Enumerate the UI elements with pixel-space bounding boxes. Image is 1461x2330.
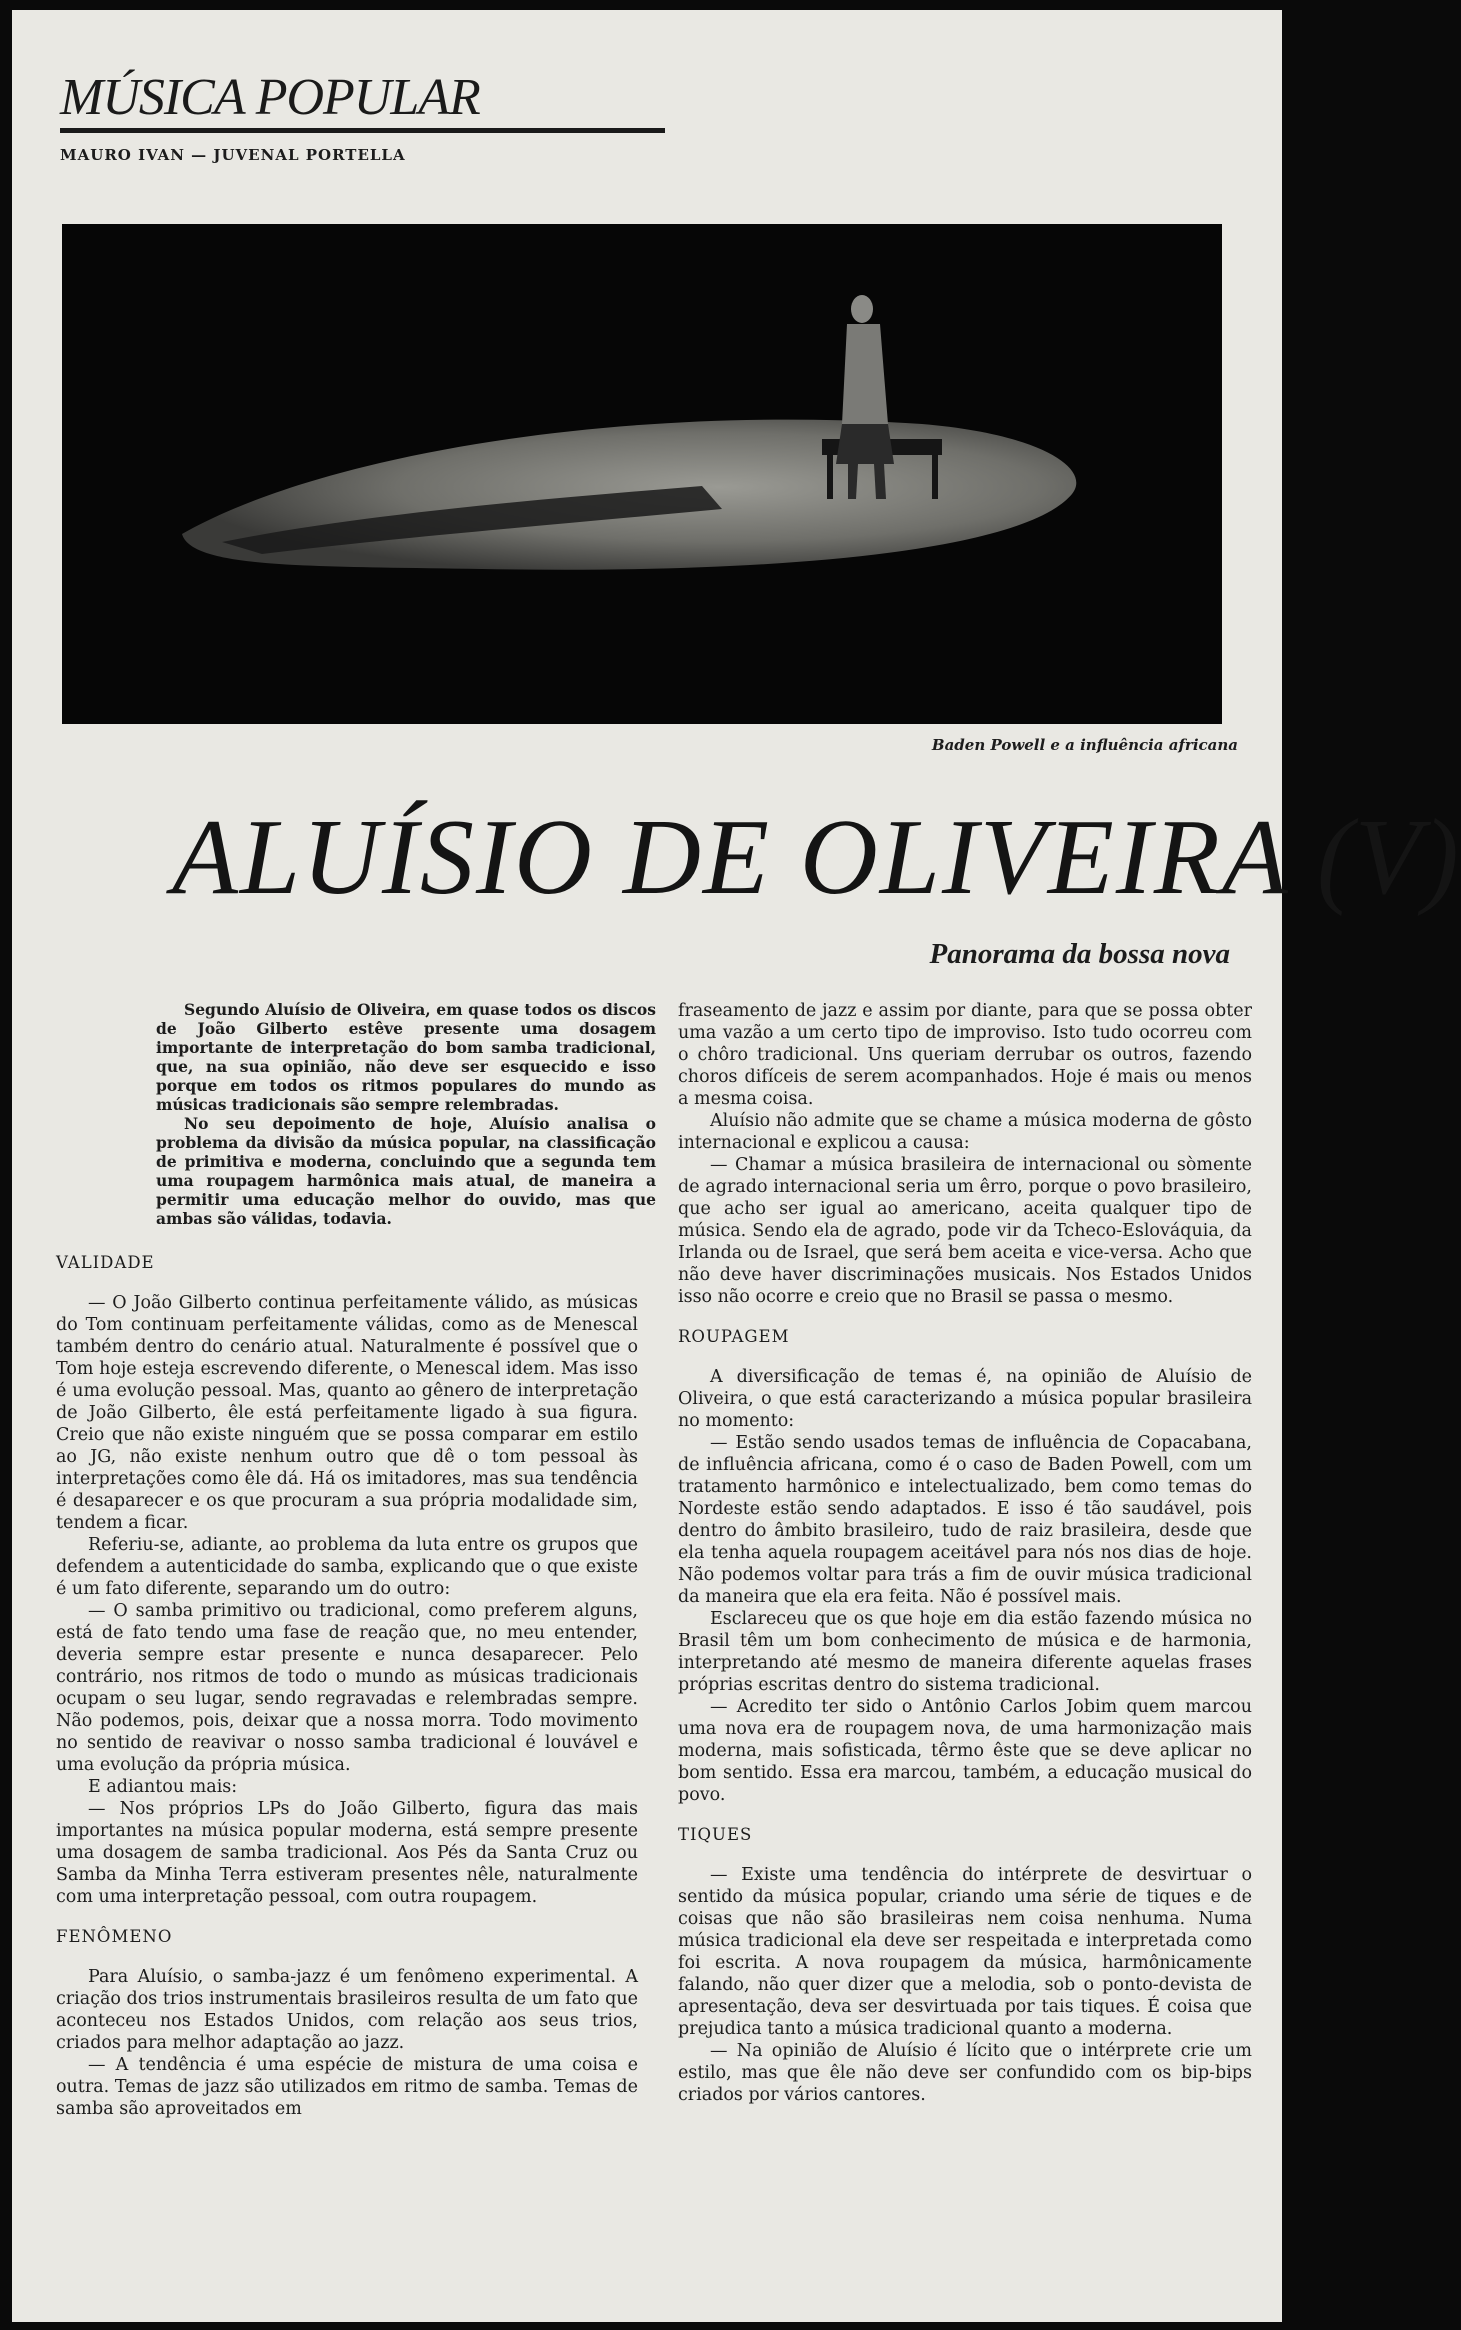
body-paragraph: — Estão sendo usados temas de influência de Copacabana, de influência africana, como é o caso de Baden Powell, com um tratamento harmônico e intelectualizado, bem como temas do Nordeste estão sendo adaptados. E isso é tão saudável, pois dentro do âmbito brasileiro, tudo de raiz brasileira, desde que ela tenha aquela roupagem aceitável para nós nos dias de hoje. Não podemos voltar para trás a fim de ouvir música tradicional da maneira que ela era feita. Não é possível mais. (678, 1433, 1252, 1607)
lead-paragraph: No seu depoimento de hoje, Aluísio analisa o problema da divisão da música popular, na classificação de primitiva e moderna, concluindo que a segunda tem uma roupagem harmônica mais atual, de maneira a permitir uma educação melhor do ouvido, mas que ambas são válidas, todavia. (156, 1114, 656, 1228)
body-paragraph: fraseamento de jazz e assim por diante, para que se possa obter uma vazão a um certo tipo de improviso. Isto tudo ocorreu com o chôro tradicional. Uns queriam derrubar os outros, fazendo choros difíceis de serem acompanhados. Hoje é mais ou menos a mesma coisa. (678, 1001, 1252, 1109)
article-subhead: Panorama da bossa nova (929, 938, 1230, 970)
left-column (56, 1000, 656, 2120)
section-heading-validade: VALIDADE (56, 1253, 155, 1272)
section-heading-tiques: TIQUES (678, 1825, 753, 1844)
body-paragraph: — A tendência é uma espécie de mistura de uma coisa e outra. Temas de jazz são utilizados em ritmo de samba. Temas de samba são aproveitados em (56, 2055, 638, 2119)
stage-spotlight-image (62, 224, 1222, 724)
right-column (678, 1000, 1252, 2106)
body-paragraph: Esclareceu que os que hoje em dia estão fazendo música no Brasil têm um bom conhecimento de música e de harmonia, interpretando até mesmo de maneira diferente aquelas frases próprias escritas dentro do sistema tradicional. (678, 1609, 1252, 1695)
body-paragraph: — Nos próprios LPs do João Gilberto, figura das mais importantes na música popular moderna, está sempre presente uma dosagem de samba tradicional. Aos Pés da Santa Cruz ou Samba da Minha Terra estiveram presentes nêle, naturalmente com uma interpretação pessoal, com outra roupagem. (56, 1799, 638, 1907)
body-paragraph: — Existe uma tendência do intérprete de desvirtuar o sentido da música popular, criando uma série de tiques e de coisas que não são brasileiras nem coisa nenhuma. Numa música tradicional ela deve ser respeitada e interpretada como foi escrita. A nova roupagem da música, harmônicamente falando, não quer dizer que a melodia, sob o ponto-devista de apresentação, deva ser desvirtuada por tais tiques. É coisa que prejudica tanto a música tradicional quanto a moderna. (678, 1865, 1252, 2039)
body-paragraph: Para Aluísio, o samba-jazz é um fenômeno experimental. A criação dos trios instrumentais brasileiros resulta de um fato que aconteceu nos Estados Unidos, com relação aos seus trios, criados para melhor adaptação ao jazz. (56, 1967, 638, 2053)
body-paragraph: E adiantou mais: (88, 1777, 238, 1797)
section-heading-fenomeno: FENÔMENO (56, 1927, 173, 1946)
section-title: MÚSICA POPULAR (60, 69, 480, 126)
body-paragraph: A diversificação de temas é, na opinião de Aluísio de Oliveira, o que está caracterizando a música popular brasileira no momento: (678, 1367, 1252, 1431)
article-photo (62, 224, 1222, 724)
body-paragraph: — Na opinião de Aluísio é lícito que o intérprete crie um estilo, mas que êle não deve ser confundido com os bip-bips criados por vários cantores. (678, 2041, 1252, 2105)
section-heading-roupagem: ROUPAGEM (678, 1327, 790, 1346)
authors-byline: MAURO IVAN — JUVENAL PORTELLA (60, 146, 406, 164)
body-paragraph: Aluísio não admite que se chame a música moderna de gôsto internacional e explicou a causa: (678, 1111, 1252, 1153)
body-paragraph: — O samba primitivo ou tradicional, como preferem alguns, está de fato tendo uma fase de reação que, no meu entender, deveria sempre estar presente e nunca desaparecer. Pelo contrário, nos ritmos de todo o mundo as músicas tradicionais ocupam o seu lugar, sendo regravadas e relembradas sempre. Não podemos, pois, deixar que a nossa morra. Todo movimento no sentido de reavivar o nosso samba tradicional é louvável e uma evolução da própria música. (56, 1601, 638, 1775)
title-rule (60, 128, 665, 133)
photo-caption: Baden Powell e a influência africana (931, 736, 1238, 754)
body-paragraph: — O João Gilberto continua perfeitamente válido, as músicas do Tom continuam perfeitamente válidas, como as de Menescal também dentro do cenário atual. Naturalmente é possível que o Tom hoje esteja escrevendo diferente, o Menescal idem. Mas isso é uma evolução pessoal. Mas, quanto ao gênero de interpretação de João Gilberto, êle está perfeitamente ligado à sua figura. Creio que não existe ninguém que se possa comparar em estilo ao JG, não existe nenhum outro que dê o tom pessoal às interpretações como êle dá. Há os imitadores, mas sua tendência é desaparecer e os que procuram a sua própria modalidade sim, tendem a ficar. (56, 1293, 638, 1533)
body-paragraph: — Chamar a música brasileira de internacional ou sòmente de agrado internacional seria um êrro, porque o povo brasileiro, que acho ser igual ao americano, aceita qualquer tipo de música. Sendo ela de agrado, pode vir da Tcheco-Eslováquia, da Irlanda ou de Israel, que será bem aceita e vice-versa. Acho que não deve haver discriminações musicais. Nos Estados Unidos isso não ocorre e creio que no Brasil se passa o mesmo. (678, 1155, 1252, 1307)
body-paragraph: — Acredito ter sido o Antônio Carlos Jobim quem marcou uma nova era de roupagem nova, de uma harmonização mais moderna, mais sofisticada, têrmo êste que se deve aplicar no bom sentido. Essa era marcou, também, a educação musical do povo. (678, 1697, 1252, 1805)
newspaper-page (12, 10, 1461, 2322)
body-paragraph: Referiu-se, adiante, ao problema da luta entre os grupos que defendem a autenticidade do samba, explicando que o que existe é um fato diferente, separando um do outro: (56, 1535, 638, 1599)
article-headline: ALUÍSIO DE OLIVEIRA (V) (172, 798, 1461, 917)
lead-paragraph: Segundo Aluísio de Oliveira, em quase todos os discos de João Gilberto estêve presente uma dosagem importante de interpretação do bom samba tradicional, que, na sua opinião, não deve ser esquecido e isso porque em todos os ritmos populares do mundo as músicas tradicionais são sempre relembradas. (156, 1000, 656, 1114)
